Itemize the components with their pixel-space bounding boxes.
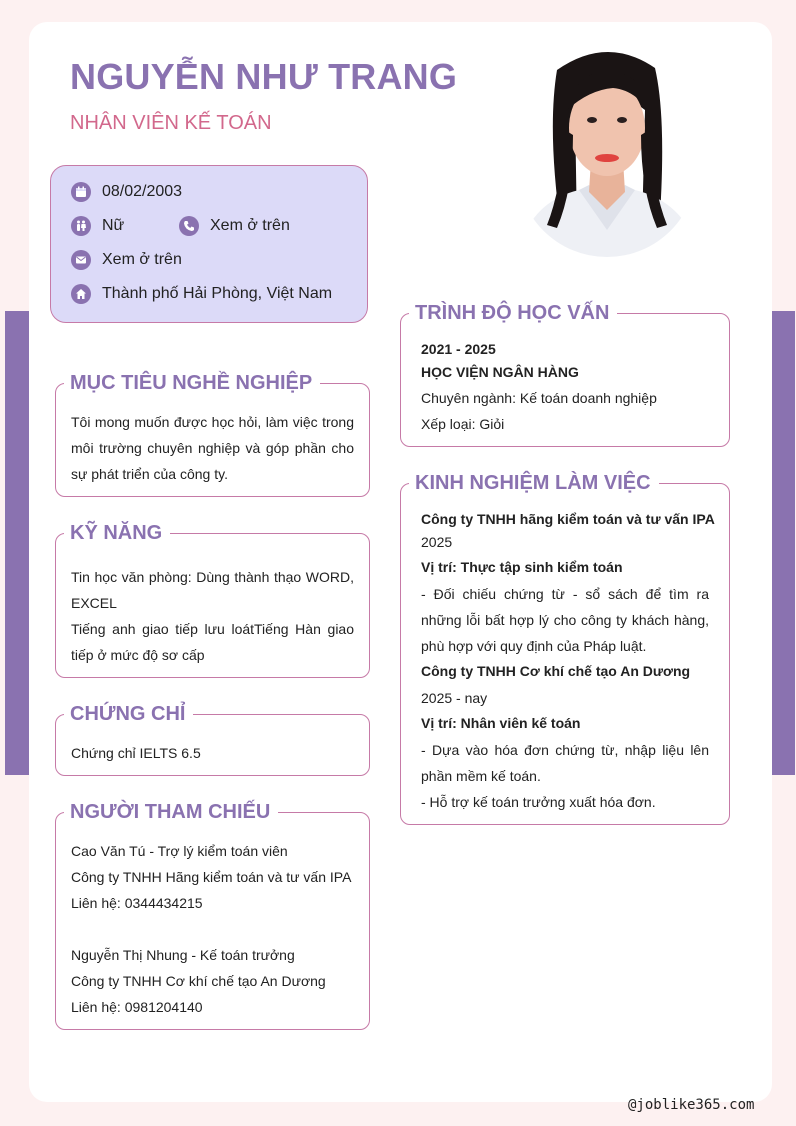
experience-company: Công ty TNHH Cơ khí chế tạo An Dương	[421, 663, 691, 679]
experience-task: - Đối chiếu chứng từ - sổ sách để tìm ra những lỗi bất hợp lý cho công ty khách hàng, phù hợp với quy định của Pháp luật.	[421, 586, 709, 654]
education-title: TRÌNH ĐỘ HỌC VẤN	[409, 300, 617, 326]
candidate-name: NGUYỄN NHƯ TRANG	[70, 56, 458, 97]
experience-title: KINH NGHIỆM LÀM VIỆC	[409, 470, 659, 496]
experience-period: 2025	[421, 534, 453, 550]
reference-company: Công ty TNHH Hãng kiểm toán và tư vấn IPA	[71, 869, 352, 885]
education-period: 2021 - 2025	[421, 341, 496, 357]
skills-title: KỸ NĂNG	[64, 520, 170, 546]
contact-phone	[179, 216, 290, 236]
certificate-item: Chứng chỉ IELTS 6.5	[71, 745, 201, 761]
skills-line: Tiếng anh giao tiếp lưu loátTiếng Hàn giao tiếp ở mức độ sơ cấp	[71, 621, 354, 663]
experience-position: Vị trí: Thực tập sinh kiểm toán	[421, 559, 623, 575]
education-grade: Xếp loại: Giỏi	[421, 416, 505, 432]
home-icon	[71, 284, 91, 304]
phone-value: Xem ở trên	[210, 217, 290, 234]
skills-line: Tin học văn phòng: Dùng thành thạo WORD, EXCEL	[71, 569, 354, 611]
experience-company: Công ty TNHH hãng kiểm toán và tư vấn IPA	[421, 511, 715, 527]
reference-company: Công ty TNHH Cơ khí chế tạo An Dương	[71, 973, 326, 989]
left-accent-band	[5, 311, 31, 775]
right-accent-band	[772, 311, 795, 775]
references-title: NGƯỜI THAM CHIẾU	[64, 799, 278, 825]
gender-value: Nữ	[102, 217, 125, 234]
reference-name: Cao Văn Tú - Trợ lý kiểm toán viên	[71, 843, 288, 859]
objective-title: MỤC TIÊU NGHỀ NGHIỆP	[64, 370, 320, 396]
phone-icon	[179, 216, 199, 236]
experience-task: - Dựa vào hóa đơn chứng từ, nhập liệu lên phần mềm kế toán.	[421, 742, 709, 784]
watermark: @joblike365.com	[628, 1097, 755, 1113]
job-title: NHÂN VIÊN KẾ TOÁN	[70, 112, 272, 134]
education-school: HỌC VIỆN NGÂN HÀNG	[421, 364, 579, 380]
email-value: Xem ở trên	[102, 251, 182, 268]
objective-text: Tôi mong muốn được học hỏi, làm việc trong môi trường chuyên nghiệp và góp phần cho sự phát triển của công ty.	[71, 414, 354, 482]
experience-task: - Hỗ trợ kế toán trưởng xuất hóa đơn.	[421, 794, 656, 810]
contact-address	[71, 284, 332, 304]
calendar-icon	[71, 182, 91, 202]
certificates-title: CHỨNG CHỈ	[64, 701, 193, 727]
experience-position: Vị trí: Nhân viên kế toán	[421, 715, 581, 731]
contact-gender	[71, 216, 124, 236]
contact-email	[71, 250, 182, 270]
reference-contact: Liên hệ: 0344434215	[71, 895, 203, 911]
reference-name: Nguyễn Thị Nhung - Kế toán trưởng	[71, 947, 295, 963]
gender-icon	[71, 216, 91, 236]
contact-birthday	[71, 182, 182, 202]
reference-contact: Liên hệ: 0981204140	[71, 999, 203, 1015]
education-major: Chuyên ngành: Kế toán doanh nghiệp	[421, 390, 657, 406]
address-value: Thành phố Hải Phòng, Việt Nam	[102, 285, 333, 302]
birthday-value: 08/02/2003	[102, 183, 183, 200]
experience-period: 2025 - nay	[421, 690, 488, 706]
profile-photo	[517, 40, 697, 257]
email-icon	[71, 250, 91, 270]
